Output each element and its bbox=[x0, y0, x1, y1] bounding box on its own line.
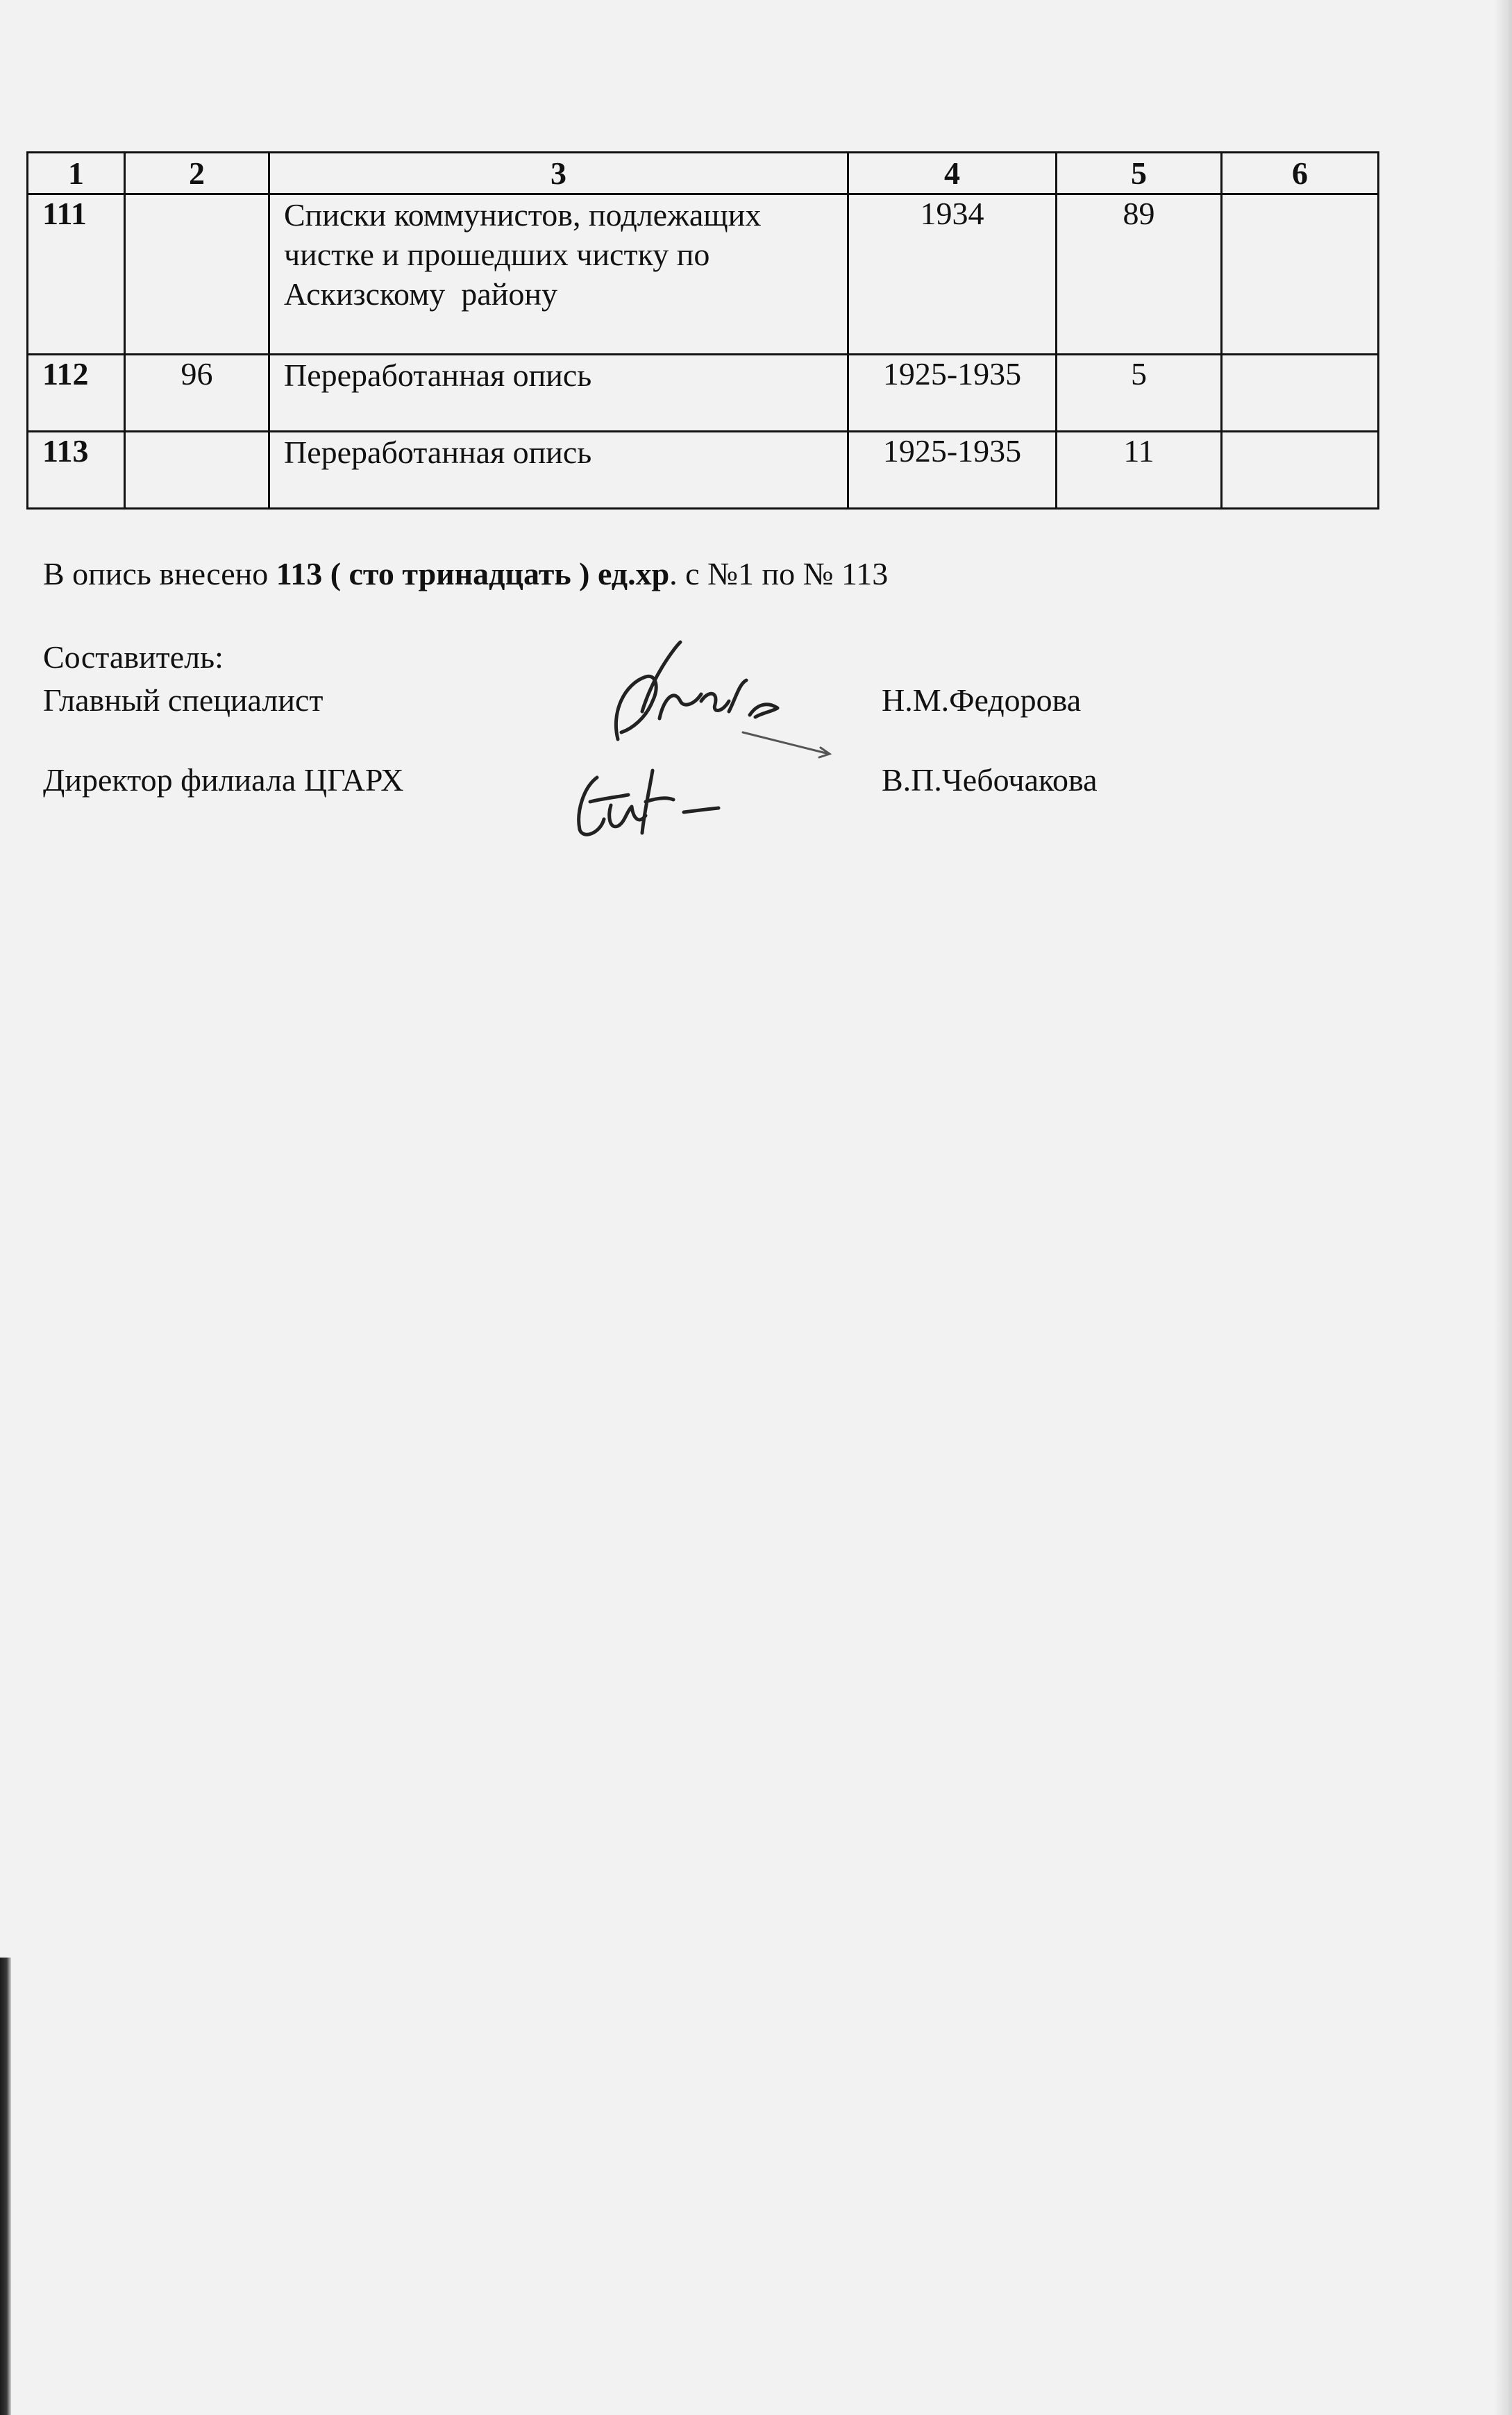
item-number: 113 bbox=[28, 432, 125, 509]
summary-suffix: . с №1 по № 113 bbox=[669, 556, 889, 591]
old-number: 96 bbox=[125, 355, 269, 432]
compiler-name: Н.М.Федорова bbox=[882, 682, 1082, 718]
item-sheets: 5 bbox=[1057, 355, 1222, 432]
item-title: Переработанная опись bbox=[269, 432, 848, 509]
item-dates: 1925-1935 bbox=[848, 432, 1057, 509]
item-number: 111 bbox=[28, 194, 125, 355]
item-note bbox=[1222, 355, 1379, 432]
column-header: 5 bbox=[1057, 153, 1222, 194]
director-signature bbox=[562, 764, 743, 847]
compiler-position: Главный специалист bbox=[43, 682, 324, 718]
table-row bbox=[28, 194, 1379, 355]
inventory-table bbox=[26, 151, 1379, 510]
column-header: 2 bbox=[125, 153, 269, 194]
item-note bbox=[1222, 432, 1379, 509]
table-row bbox=[28, 355, 1379, 432]
item-sheets: 89 bbox=[1057, 194, 1222, 355]
item-title-line: Аскизскому району bbox=[284, 276, 557, 312]
compiler-signature bbox=[590, 635, 854, 774]
item-title bbox=[269, 194, 848, 355]
scan-edge-shadow bbox=[0, 1958, 11, 2415]
compiler-label: Составитель: bbox=[43, 639, 224, 675]
scan-edge-shadow-right bbox=[1494, 0, 1512, 2415]
item-sheets: 11 bbox=[1057, 432, 1222, 509]
item-title-line: Списки коммунистов, подлежащих bbox=[284, 197, 762, 233]
item-dates: 1934 bbox=[848, 194, 1057, 355]
column-header: 6 bbox=[1222, 153, 1379, 194]
item-dates: 1925-1935 bbox=[848, 355, 1057, 432]
item-title-line: чистке и прошедших чистку по bbox=[284, 237, 710, 272]
old-number bbox=[125, 194, 269, 355]
summary-prefix: В опись внесено bbox=[43, 556, 276, 591]
item-number: 112 bbox=[28, 355, 125, 432]
summary-count: 113 ( сто тринадцать ) ед.хр bbox=[276, 556, 670, 591]
inventory-summary bbox=[43, 555, 888, 592]
director-position: Директор филиала ЦГАРХ bbox=[43, 762, 404, 798]
director-name: В.П.Чебочакова bbox=[882, 762, 1098, 798]
table-header-row bbox=[28, 153, 1379, 194]
table-row bbox=[28, 432, 1379, 509]
item-note bbox=[1222, 194, 1379, 355]
column-header: 4 bbox=[848, 153, 1057, 194]
column-header: 3 bbox=[269, 153, 848, 194]
column-header: 1 bbox=[28, 153, 125, 194]
item-title: Переработанная опись bbox=[269, 355, 848, 432]
old-number bbox=[125, 432, 269, 509]
